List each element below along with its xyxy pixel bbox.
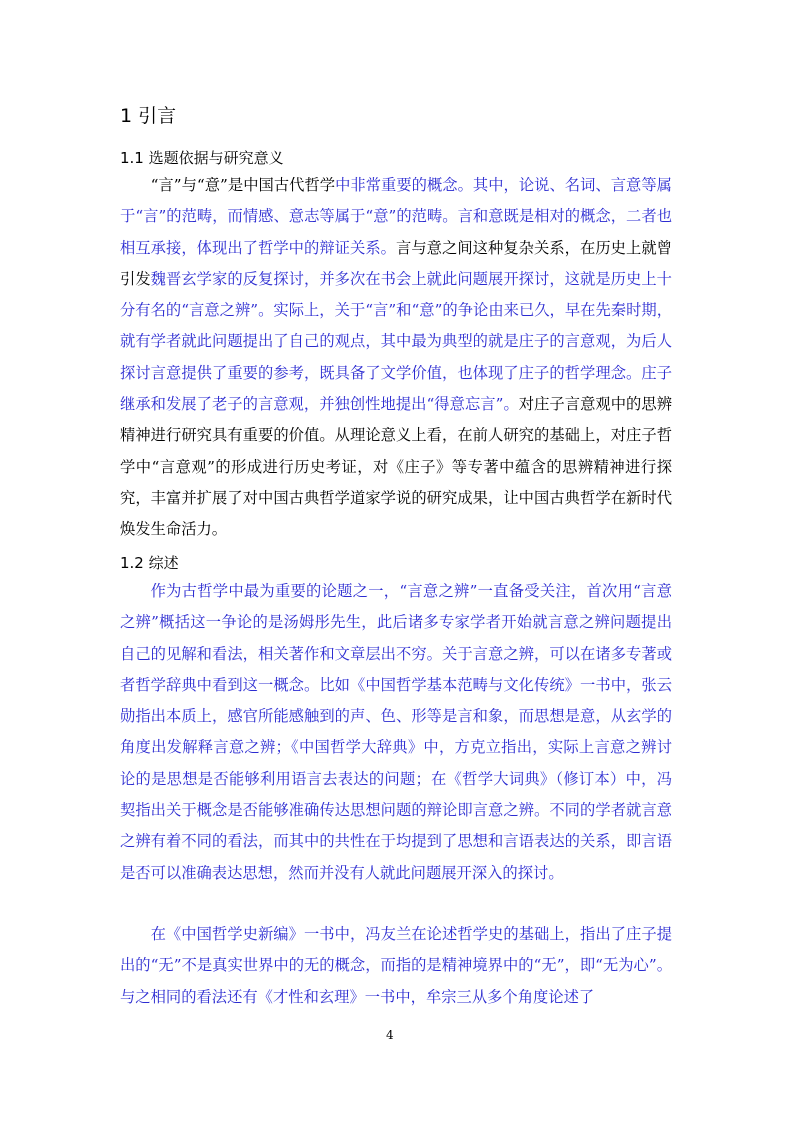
text-run: “言”与“意”是中国古代哲学 — [150, 176, 336, 194]
highlighted-text-run: 中非常重要的概念。其中，论说、名词、言意等属于“言”的范畴，而情感、意志等属于“意”的范畴。言和意既是相对的概念，二者也相互承接，体现出了哲学中的辩证关系。 — [120, 176, 672, 257]
text-run: 言与意之间这种复杂关系，在历史上就曾引发 — [120, 238, 672, 288]
subsection-heading-1: 1.1 选题依据与研究意义 — [120, 149, 284, 167]
paragraph-review-continued: 在《中国哲学史新编》一书中，冯友兰在论述哲学史的基础上，指出了庄子提出的“无”不是真实世界中的无的概念，而指的是精神境界中的“无”，即“无为心”。与之相同的看法还有《才性和玄理》一书中，牟宗三从多个角度论述了 — [120, 925, 672, 1006]
paragraph-review: 作为古哲学中最为重要的论题之一，“言意之辨”一直备受关注，首次用“言意之辨”概括这一争论的是汤姆彤先生，此后诸多专家学者开始就言意之辨问题提出自己的见解和看法，相关著作和文章层出不穷。关于言意之辨，可以在诸多专著或者哲学辞典中看到这一概念。比如《中国哲学基本范畴与文化传统》一书中，张云勋指出本质上，感官所能感触到的声、色、形等是言和象，而思想是意，从玄学的角度出发解释言意之辨；《中国哲学大辞典》中，方克立指出，实际上言意之辨讨论的是思想是否能够利用语言去表达的问题；在《哲学大词典》（修订本）中，冯契指出关于概念是否能够准确传达思想问题的辩论即言意之辨。不同的学者就言意之辨有着不同的看法，而其中的共性在于均提到了思想和言语表达的关系，即言语是否可以准确表达思想，然而并没有人就此问题展开深入的探讨。 — [120, 582, 672, 882]
highlighted-text-run: 魏晋玄学家的反复探讨，并多次在书会上就此问题展开探讨，这就是历史上十分有名的“言意之辨”。实际上，关于“言”和“意”的争论由来已久，早在先秦时期，就有学者就此问题提出了自己的观点，其中最为典型的就是庄子的言意观，为后人探讨言意提供了重要的参考，既具备了文学价值，也体现了庄子的哲学理念。庄子继承和发展了老子的言意观，并独创性地提出“得意忘言”。 — [120, 269, 672, 414]
paragraph-research-significance — [120, 170, 672, 546]
subsection-heading-2: 1.2 综述 — [120, 554, 179, 572]
section-heading: 1 引言 — [120, 105, 177, 127]
text-run: 对庄子言意观中的思辨精神进行研究具有重要的价值。从理论意义上看，在前人研究的基础上，对庄子哲学中“言意观”的形成进行历史考证，对《庄子》等专著中蕴含的思辨精神进行探究，丰富并扩展了对中国古典哲学道家学说的研究成果，让中国古典哲学在新时代焕发生命活力。 — [120, 395, 672, 539]
page-number: 4 — [386, 1028, 394, 1042]
